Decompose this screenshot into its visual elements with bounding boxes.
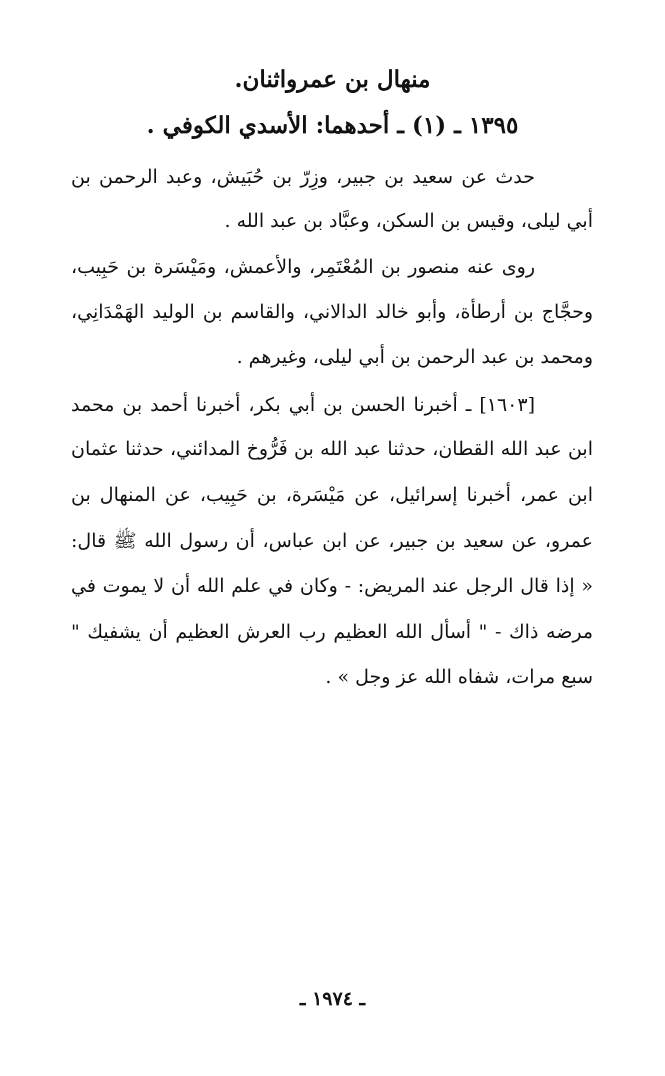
section-heading: منهال بن عمرواثنان. xyxy=(234,66,431,93)
text-line: [١٦٠٣] ـ أخبرنا الحسن بن أبي بكر، أخبرنا أحمد بن محمد xyxy=(71,394,535,416)
text-line: روى عنه منصور بن المُعْتَمِر، والأعمش، ومَيْسَرة بن حَبِيب، xyxy=(71,256,535,278)
text-line: عمرو، عن سعيد بن جبير، عن ابن عباس، أن رسول الله ﷺ قال: xyxy=(71,530,593,552)
text-line: مرضه ذاك - " أسأل الله العظيم رب العرش العظيم أن يشفيك " xyxy=(71,621,593,643)
text-line: ابن عبد الله القطان، حدثنا عبد الله بن فَرُّوخ المدائني، حدثنا عثمان xyxy=(71,438,593,460)
page-number: ـ ١٩٧٤ ـ xyxy=(299,988,366,1010)
text-line: أبي ليلى، وقيس بن السكن، وعبَّاد بن عبد الله . xyxy=(224,210,593,232)
text-line: ابن عمر، أخبرنا إسرائيل، عن مَيْسَرة، بن حَبِيب، عن المنهال بن xyxy=(71,484,593,506)
text-line: ومحمد بن عبد الرحمن بن أبي ليلى، وغيرهم . xyxy=(236,346,593,368)
text-line: وحجَّاج بن أرطأة، وأبو خالد الدالاني، والقاسم بن الوليد الهَمْدَانِي، xyxy=(71,301,593,323)
text-line: « إذا قال الرجل عند المريض: - وكان في علم الله أن لا يموت في xyxy=(71,575,593,597)
text-line: سبع مرات، شفاه الله عز وجل » . xyxy=(325,666,593,688)
entry-heading: ١٣٩٥ ـ (١) ـ أحدهما: الأسدي الكوفي . xyxy=(146,112,519,139)
text-line: حدث عن سعيد بن جبير، وزِرّ بن حُبَيش، وعبد الرحمن بن xyxy=(71,166,535,188)
